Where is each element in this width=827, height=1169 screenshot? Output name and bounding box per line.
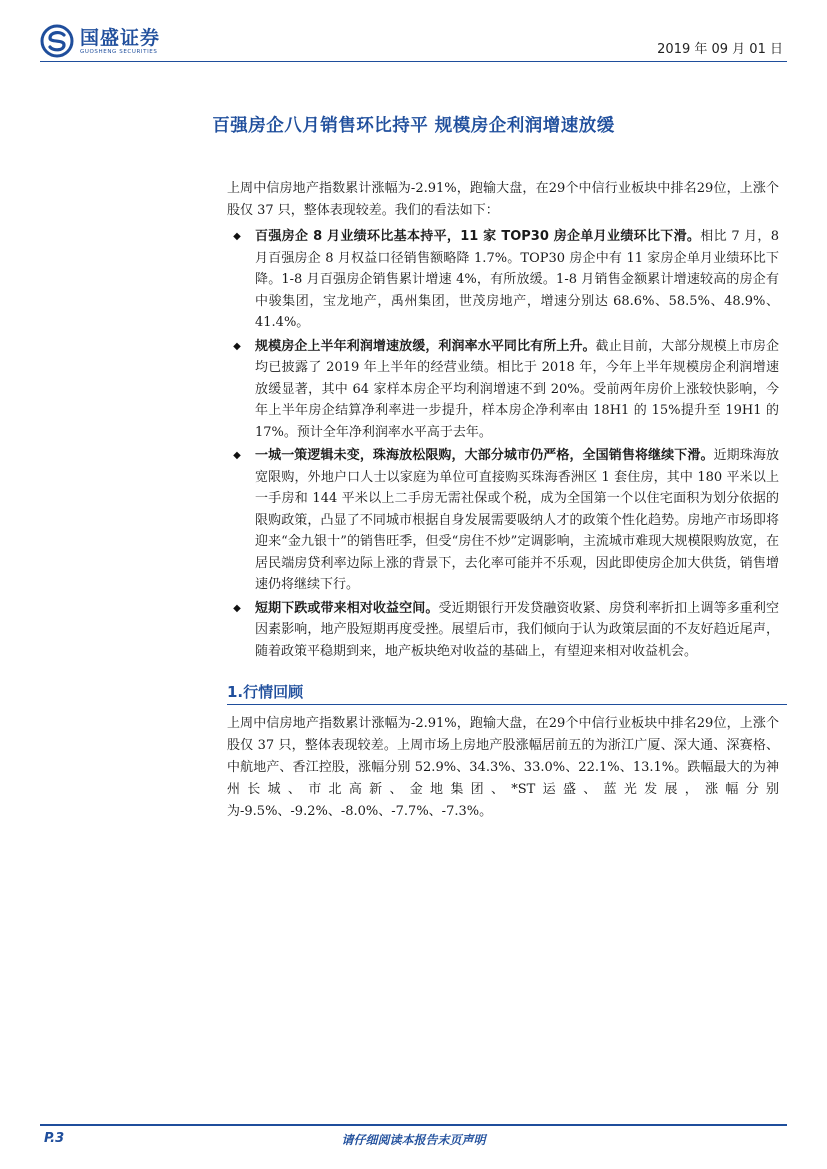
report-date: 2019 年 09 月 01 日 — [657, 42, 783, 57]
key-point-4-heading: 短期下跌或带来相对收益空间。 — [255, 600, 439, 616]
key-point-4 — [227, 598, 779, 663]
company-logo — [40, 24, 160, 58]
header-divider — [40, 61, 787, 62]
logo-english-name: GUOSHENG SECURITIES — [80, 48, 158, 55]
key-points-list — [227, 226, 779, 664]
logo-mark-icon — [40, 24, 74, 58]
report-title: 百强房企八月销售环比持平 规模房企利润增速放缓 — [212, 116, 615, 136]
disclaimer-note: 请仔细阅读本报告末页声明 — [341, 1133, 486, 1147]
key-point-3-heading: 一城一策逻辑未变，珠海放松限购，大部分城市仍严格，全国销售将继续下滑。 — [255, 448, 714, 463]
diamond-bullet-icon: ◆ — [233, 602, 241, 614]
key-point-3-text: 近期珠海放宽限购，外地户口人士以家庭为单位可直接购买珠海香洲区 1 套住房，其中 180 平米以上一手房和 144 平米以上二手房无需社保或个税，成为全国第一个以住宅面积为划分依据的限购政策，凸显了不同城市根据自身发展需要吸纳人才的政策个性化趋势。房地产市场即将迎来“金九银十”的销售旺季，但受“房住不炒”定调影响，主流城市难现大规模限购放宽，在居民端房贷利率边际上涨的背景下，去化率可能并不乐观，因此即使房企加大供货，销售增速仍将继续下行。 — [255, 448, 779, 592]
footer-divider — [40, 1124, 787, 1126]
diamond-bullet-icon: ◆ — [233, 450, 241, 461]
key-point-4-text: 受近期银行开发贷融资收紧、房贷利率折扣上调等多重利空因素影响，地产股短期再度受挫。展望后市，我们倾向于认为政策层面的不友好趋近尾声，随着政策平稳期到来，地产板块绝对收益的基础上，有望迎来相对收益机会。 — [255, 600, 779, 659]
page-number: P.3 — [44, 1131, 65, 1146]
key-point-1 — [227, 226, 779, 334]
section-divider — [227, 704, 787, 705]
section-heading: 1.行情回顾 — [227, 683, 304, 701]
key-point-3 — [227, 445, 779, 596]
diamond-bullet-icon: ◆ — [233, 231, 241, 242]
key-point-2 — [227, 336, 779, 444]
logo-chinese-name: 国盛证券 — [80, 26, 161, 49]
key-point-1-heading: 百强房企 8 月业绩环比基本持平，11 家 TOP30 房企单月业绩环比下滑。 — [255, 229, 701, 244]
key-point-2-text: 截止目前，大部分规模上市房企均已披露了 2019 年上半年的经营业绩。相比于 2018 年，今年上半年规模房企利润增速放缓显著，其中 64 家样本房企平均利润增速不到 20%。受前两年房价上涨较快影响，今年上半年房企结算净利率进一步提升，样本房企净利率由 18H1 的 15%提升至 19H1 的 17%。预计全年净利润率水平高于去年。 — [255, 338, 779, 440]
section-paragraph: 上周中信房地产指数累计涨幅为-2.91%，跑输大盘，在29个中信行业板块中排名29位，上涨个股仅 37 只，整体表现较差。上周市场上房地产股涨幅居前五的为浙江广厦、深大通、深赛格、中航地产、香江控股，涨幅分别 52.9%、34.3%、33.0%、22.1%、13.1%。跌幅最大的为神州长城、市北高新、金地集团、*ST运盛、蓝光发展，涨幅分别为-9.5%、-9.2%、-8.0%、-7.7%、-7.3%。 — [227, 716, 779, 819]
key-point-2-heading: 规模房企上半年利润增速放缓，利润率水平同比有所上升。 — [255, 338, 596, 354]
diamond-bullet-icon: ◆ — [233, 340, 241, 352]
intro-paragraph: 上周中信房地产指数累计涨幅为-2.91%，跑输大盘，在29个中信行业板块中排名29位，上涨个股仅 37 只，整体表现较差。我们的看法如下： — [227, 181, 779, 218]
key-point-1-text: 相比 7 月，8 月百强房企 8 月权益口径销售额略降 1.7%。TOP30 房企中有 11 家房企单月业绩环比下降。1-8 月百强房企销售累计增速 4%，有所放缓。1-8 月销售金额累计增速较高的房企有中骏集团，宝龙地产，禹州集团，世茂房地产，增速分别达 68.6%、58.5%、48.9%、41.4%。 — [255, 229, 779, 330]
